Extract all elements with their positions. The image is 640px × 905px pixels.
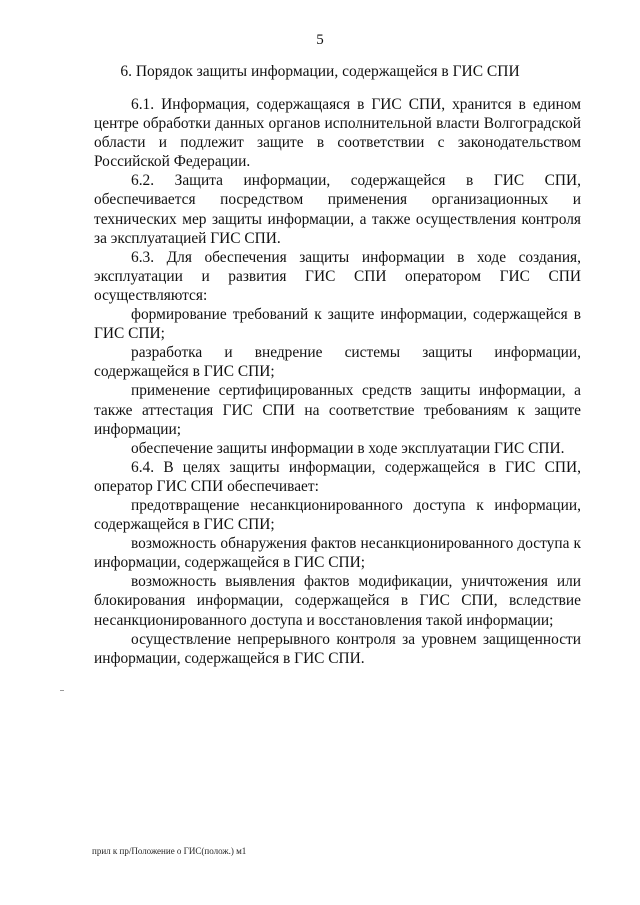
list-item: предотвращение несанкционированного доступа к информации, содержащейся в ГИС СПИ;: [94, 496, 581, 534]
paragraph-6-1: 6.1. Информация, содержащаяся в ГИС СПИ, хранится в едином центре обработки данных органов исполнительной власти Волгоградской области и подлежит защите в соответствии с законодательством Российской Федерации.: [94, 96, 581, 171]
scan-artifact: [60, 690, 64, 691]
paragraph-6-2: 6.2. Защита информации, содержащейся в ГИС СПИ, обеспечивается посредством применения организационных и технических мер защиты информации, а также осуществления контроля за эксплуатацией ГИС СПИ.: [94, 172, 581, 247]
footer-note: прил к пр/Положение о ГИС(полож.) м1: [92, 846, 247, 856]
list-item: возможность выявления фактов модификации, уничтожения или блокирования информации, содержащейся в ГИС СПИ, вследствие несанкционированного доступа и восстановления такой информации;: [94, 573, 581, 629]
list-item: возможность обнаружения фактов несанкционированного доступа к информации, содержащейся в ГИС СПИ;: [94, 535, 581, 572]
list-item: осуществление непрерывного контроля за уровнем защищенности информации, содержащейся в ГИС СПИ.: [94, 630, 581, 667]
list-item: обеспечение защиты информации в ходе эксплуатации ГИС СПИ.: [131, 439, 565, 457]
paragraph-6-4: 6.4. В целях защиты информации, содержащейся в ГИС СПИ, оператор ГИС СПИ обеспечивает:: [94, 458, 581, 495]
list-item: формирование требований к защите информации, содержащейся в ГИС СПИ;: [94, 306, 581, 343]
section-title: 6. Порядок защиты информации, содержащейся в ГИС СПИ: [120, 63, 520, 80]
document-body: [94, 95, 581, 668]
paragraph-6-3: 6.3. Для обеспечения защиты информации в ходе создания, эксплуатации и развития ГИС СПИ оператором ГИС СПИ осуществляются:: [94, 248, 581, 304]
list-item: применение сертифицированных средств защиты информации, а также аттестация ГИС СПИ на соответствие требованиям к защите информации;: [94, 382, 581, 438]
page-number: 5: [316, 32, 324, 48]
list-item: разработка и внедрение системы защиты информации, содержащейся в ГИС СПИ;: [94, 344, 581, 381]
